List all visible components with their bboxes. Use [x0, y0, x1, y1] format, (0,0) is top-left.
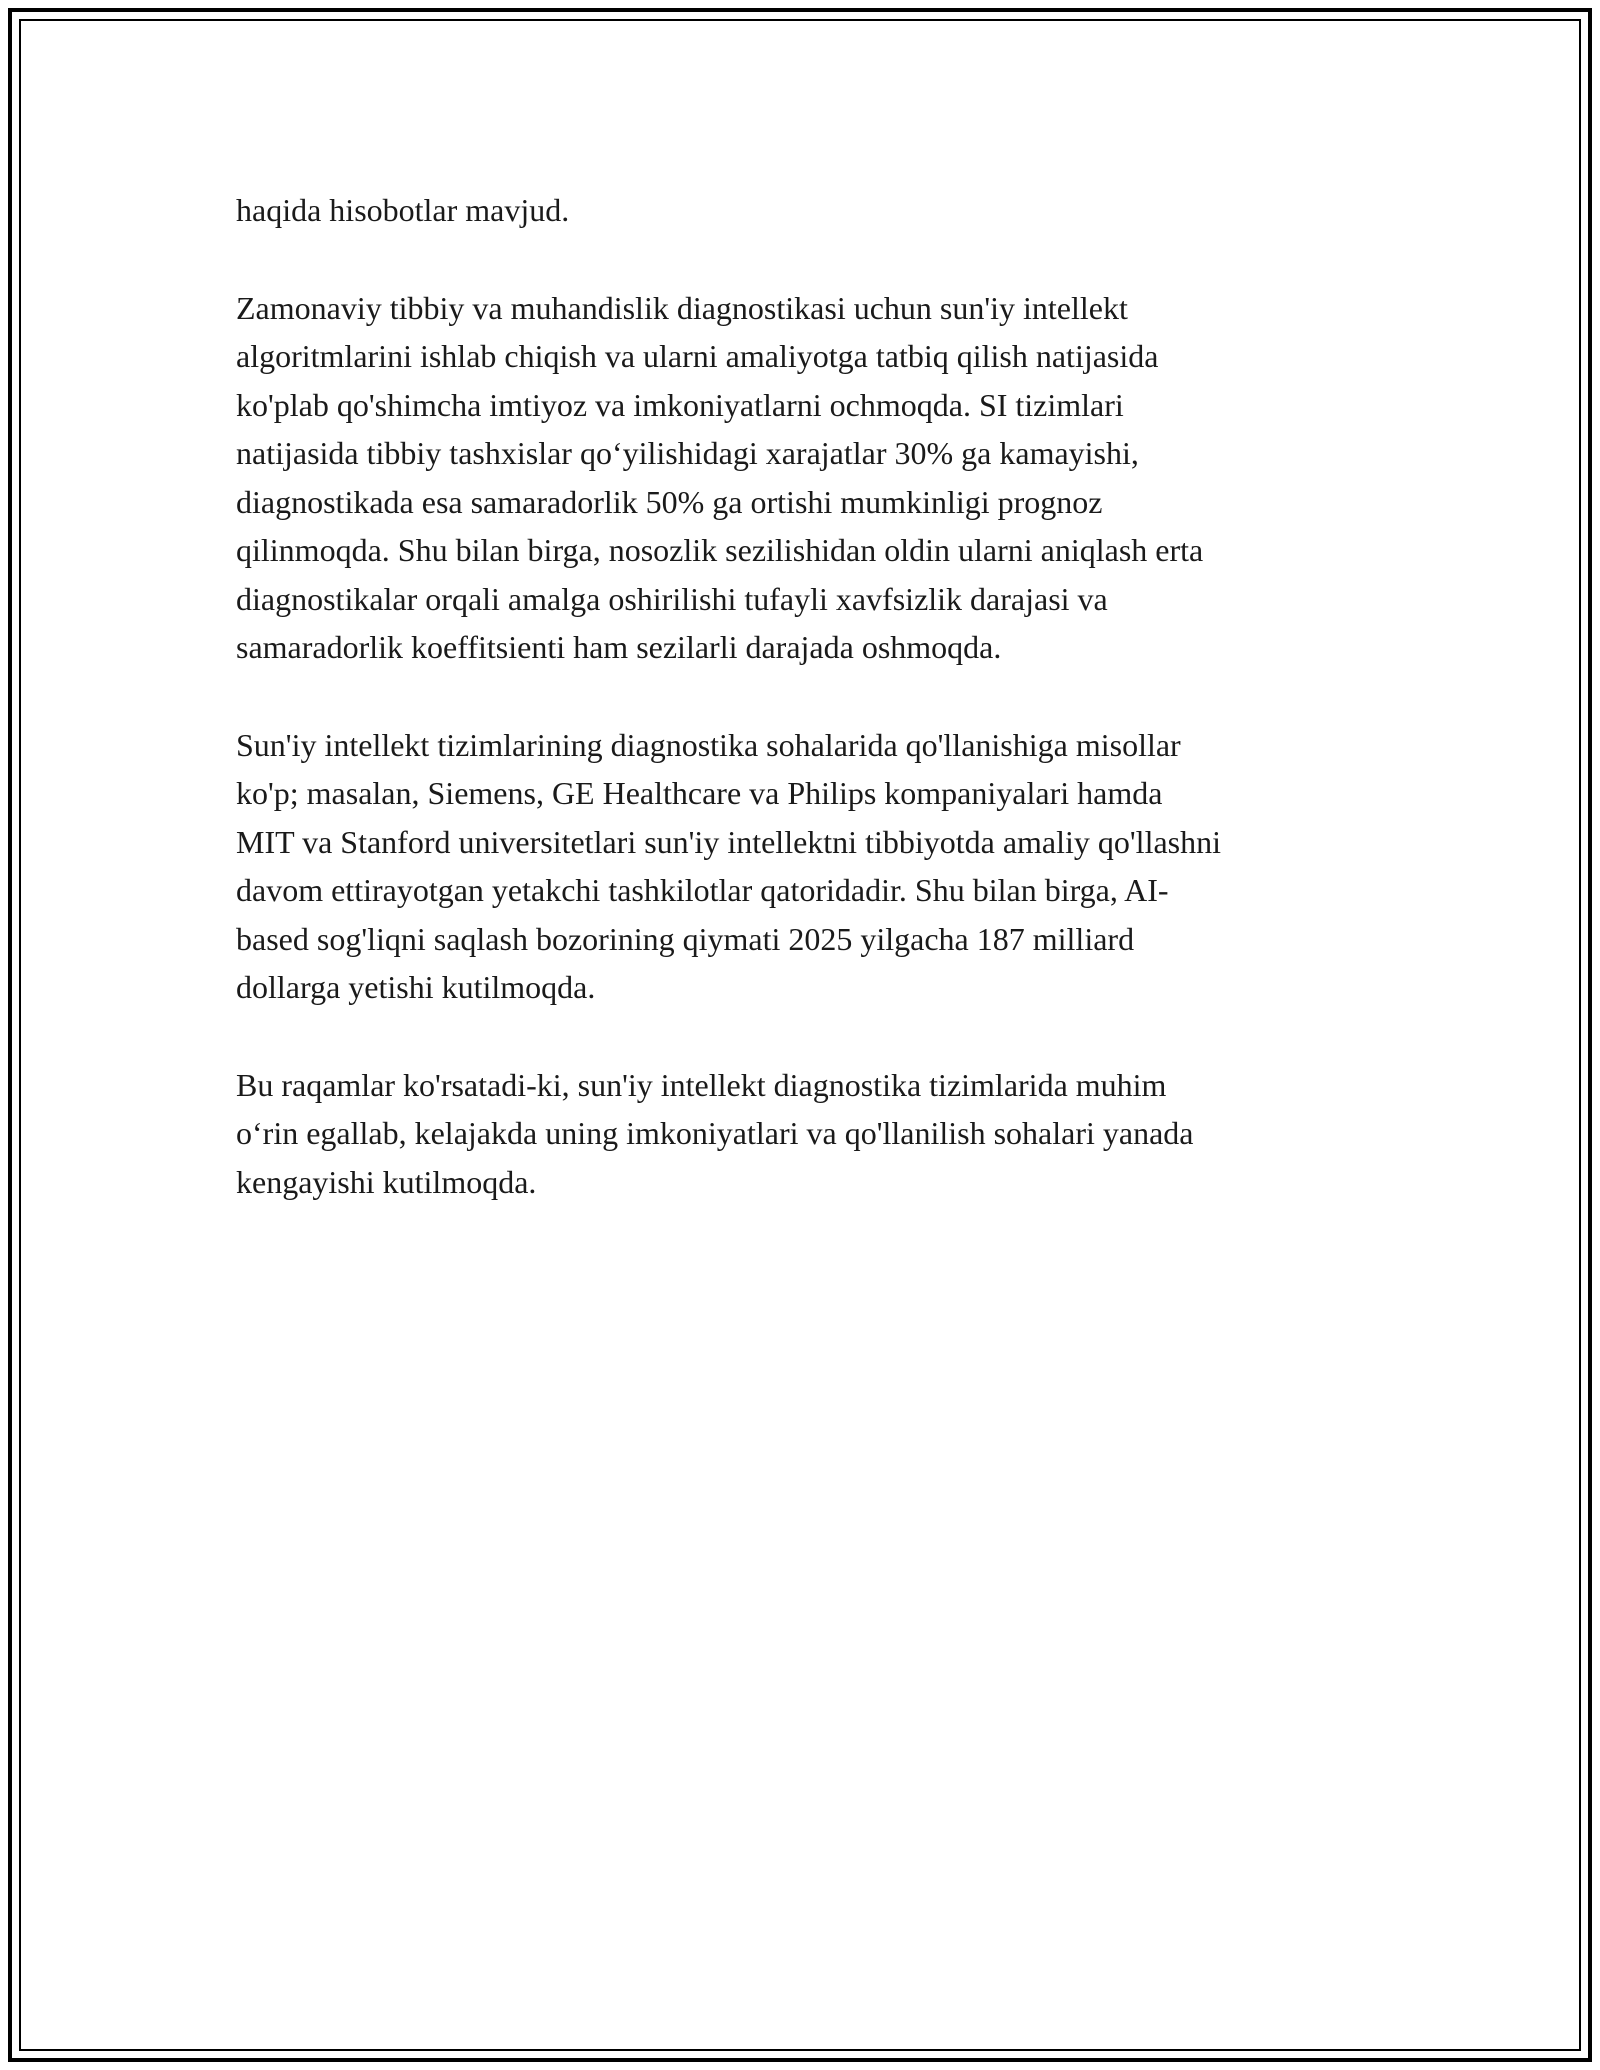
- text-line: davom ettirayotgan yetakchi tashkilotlar qatoridadir. Shu bilan birga, AI-: [236, 872, 1169, 908]
- text-line: haqida hisobotlar mavjud.: [236, 192, 570, 228]
- text-line: samaradorlik koeffitsienti ham sezilarli darajada oshmoqda.: [236, 629, 1002, 665]
- document-body: [236, 186, 1376, 1255]
- paragraph-4: [236, 1061, 1376, 1207]
- text-line: qilinmoqda. Shu bilan birga, nosozlik sezilishidan oldin ularni aniqlash erta: [236, 532, 1204, 568]
- paragraph-2: [236, 284, 1376, 672]
- text-line: diagnostikalar orqali amalga oshirilishi tufayli xavfsizlik darajasi va: [236, 580, 1108, 617]
- text-line: ko'p; masalan, Siemens, GE Healthcare va Philips kompaniyalari hamda: [236, 775, 1163, 811]
- text-line: kengayishi kutilmoqda.: [236, 1163, 537, 1200]
- paragraph-3: [236, 721, 1376, 1012]
- paragraph-1: [236, 186, 1376, 235]
- text-line: based sog'liqni saqlash bozorining qiymati 2025 yilgacha 187 milliard: [236, 920, 1135, 957]
- text-line: Zamonaviy tibbiy va muhandislik diagnostikasi uchun sun'iy intellekt: [236, 289, 1128, 326]
- text-line: diagnostikada esa samaradorlik 50% ga ortishi mumkinligi prognoz: [236, 483, 1103, 520]
- text-line: MIT va Stanford universitetlari sun'iy intellektni tibbiyotda amaliy qo'llashni: [236, 823, 1221, 860]
- text-line: algoritmlarini ishlab chiqish va ularni amaliyotga tatbiq qilish natijasida: [236, 338, 1159, 374]
- text-line: o‘rin egallab, kelajakda uning imkoniyatlari va qo'llanilish sohalari yanada: [236, 1115, 1194, 1151]
- text-line: dollarga yetishi kutilmoqda.: [236, 969, 596, 1005]
- text-line: natijasida tibbiy tashxislar qo‘yilishidagi xarajatlar 30% ga kamayishi,: [236, 435, 1139, 471]
- text-line: ko'plab qo'shimcha imtiyoz va imkoniyatlarni ochmoqda. SI tizimlari: [236, 386, 1124, 423]
- text-line: Sun'iy intellekt tizimlarining diagnostika sohalarida qo'llanishiga misollar: [236, 726, 1181, 763]
- text-line: Bu raqamlar ko'rsatadi-ki, sun'iy intellekt diagnostika tizimlarida muhim: [236, 1066, 1167, 1103]
